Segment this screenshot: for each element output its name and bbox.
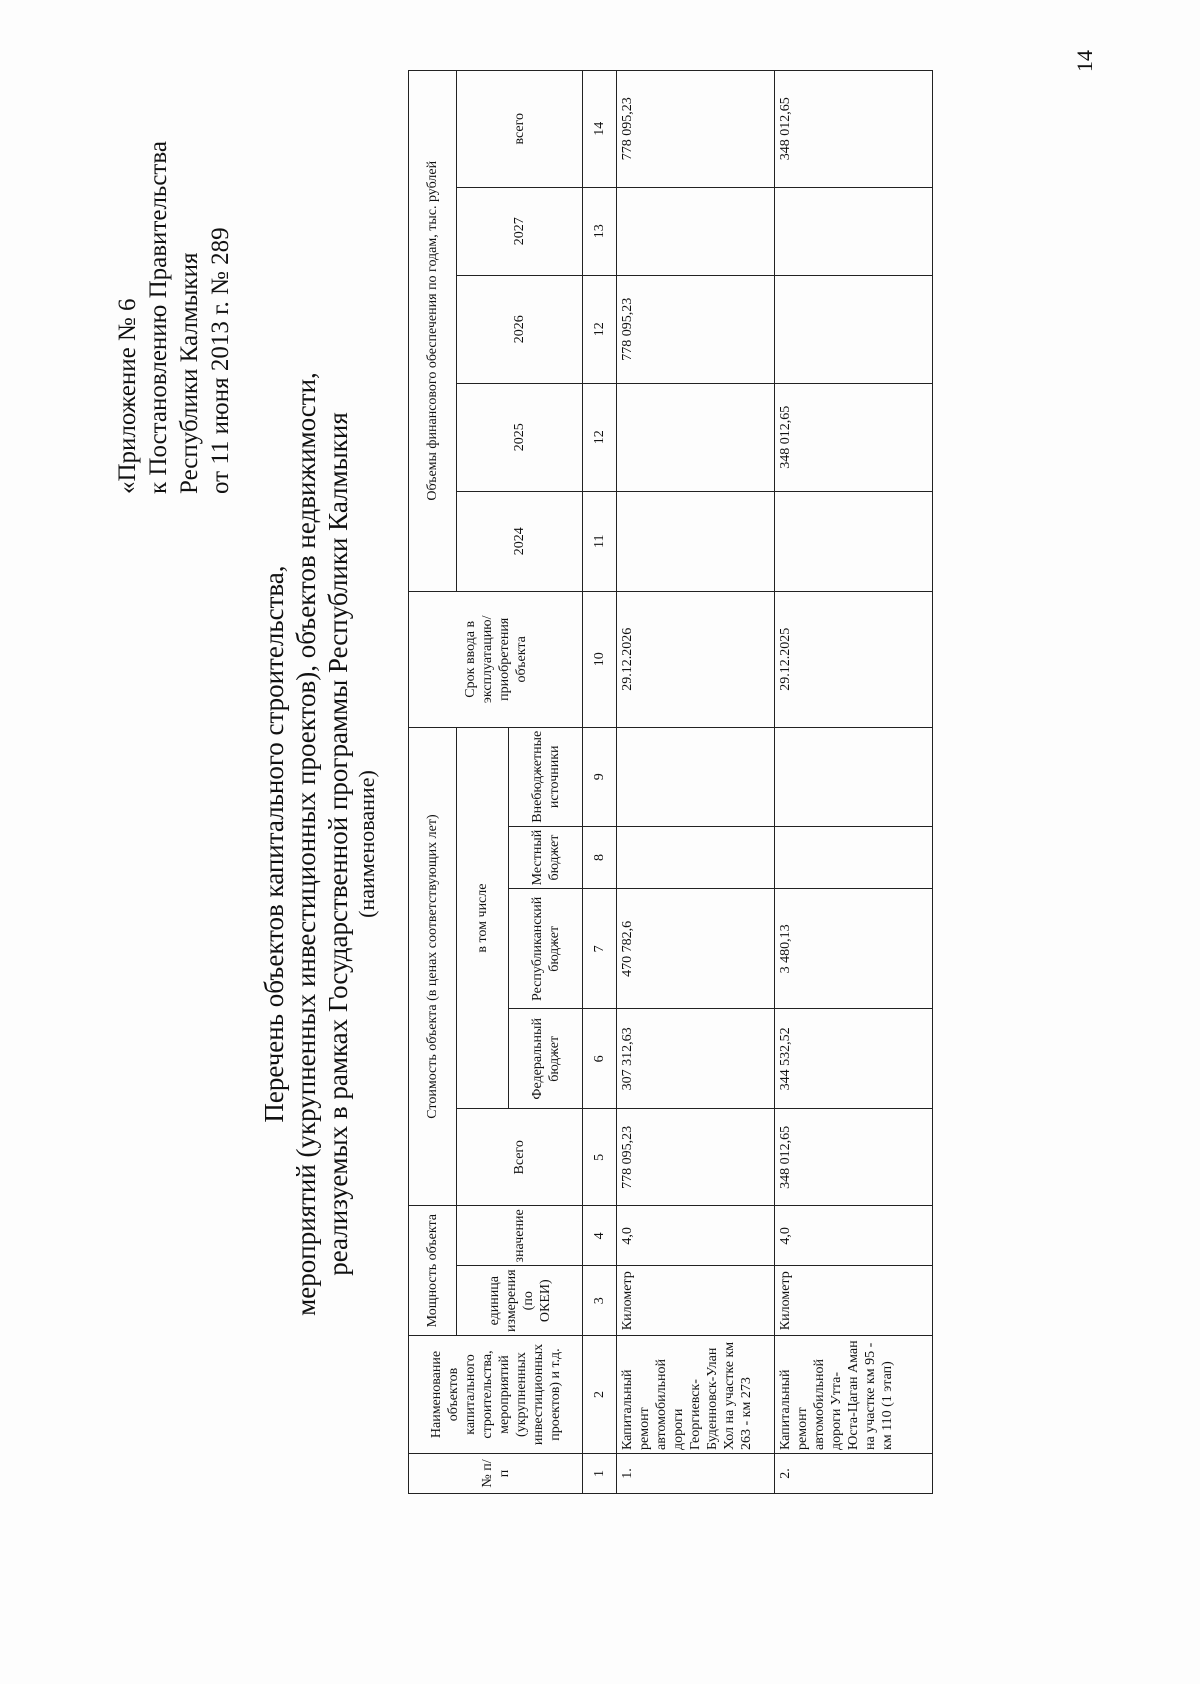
col-number: 10 [583,591,617,727]
row-local [775,826,933,889]
col-number: 5 [583,1109,617,1206]
header-cost: Стоимость объекта (в ценах соответствующих лет) [409,727,457,1206]
row-2027 [617,187,775,275]
row-num: 2. [775,1454,933,1494]
row-2027 [775,187,933,275]
row-2025: 348 012,65 [775,383,933,491]
row-term: 29.12.2026 [617,591,775,727]
row-2026: 778 095,23 [617,275,775,383]
header-2026: 2026 [457,275,583,383]
col-number: 2 [583,1336,617,1454]
col-number: 8 [583,826,617,889]
header-value: значение [457,1206,583,1266]
header-capacity: Мощность объекта [409,1206,457,1336]
col-number: 7 [583,889,617,1009]
appendix-header [112,141,236,494]
row-all: 778 095,23 [617,70,775,187]
row-2025 [617,383,775,491]
header-unit: единица измерения (по ОКЕИ) [457,1266,583,1336]
header-term: Срок ввода в эксплуатацию/приобретения объекта [409,591,583,727]
row-federal: 307 312,63 [617,1009,775,1109]
table-row [617,70,775,1493]
row-offbudget [617,727,775,826]
col-number: 3 [583,1266,617,1336]
table-row [775,70,933,1493]
row-2024 [617,491,775,591]
appendix-line: к Постановлению Правительства [145,141,172,494]
row-value: 4,0 [775,1206,933,1266]
col-number: 9 [583,727,617,826]
row-unit: Километр [617,1266,775,1336]
document-title [258,144,380,1544]
row-name: Капитальный ремонт автомобильной дороги Утта-Юста-Цаган Аман на участке км 95 - км 110 (1 этап) [775,1336,933,1454]
row-name: Капитальный ремонт автомобильной дороги Георгиевск-Буденновск-Улан Хол на участке км 263 - км 273 [617,1336,775,1454]
row-local [617,826,775,889]
col-number: 14 [583,70,617,187]
appendix-line: «Приложение № 6 [114,298,141,494]
header-name: Наименование объектов капитального строительства, мероприятий (укрупненных инвестиционных проектов) и т.д. [409,1336,583,1454]
row-total: 348 012,65 [775,1109,933,1206]
appendix-line: от 11 июня 2013 г. № 289 [207,227,234,494]
row-2026 [775,275,933,383]
header-local: Местный бюджет [509,826,583,889]
header-finance: Объемы финансового обеспечения по годам, тыс. рублей [409,70,457,591]
header-federal: Федеральный бюджет [509,1009,583,1109]
title-line: Перечень объектов капитального строительства, [259,565,289,1123]
row-all: 348 012,65 [775,70,933,187]
header-2025: 2025 [457,383,583,491]
header-all: всего [457,70,583,187]
col-number: 6 [583,1009,617,1109]
row-unit: Километр [775,1266,933,1336]
title-line: мероприятий (укрупненных инвестиционных проектов), объектов недвижимости, [291,372,321,1316]
objects-table [408,70,933,1494]
col-number: 12 [583,383,617,491]
header-num: № п/п [409,1454,583,1494]
row-republic: 470 782,6 [617,889,775,1009]
appendix-line: Республики Калмыкия [176,252,203,494]
row-num: 1. [617,1454,775,1494]
page-number: 14 [1072,50,1097,72]
row-offbudget [775,727,933,826]
row-total: 778 095,23 [617,1109,775,1206]
col-number: 13 [583,187,617,275]
header-total: Всего [457,1109,583,1206]
title-subline: (наименование) [354,770,379,918]
header-republic: Республиканский бюджет [509,889,583,1009]
col-number: 4 [583,1206,617,1266]
header-including: в том числе [457,727,509,1109]
row-value: 4,0 [617,1206,775,1266]
col-number: 12 [583,275,617,383]
header-offbudget: Внебюджетные источники [509,727,583,826]
col-number: 11 [583,491,617,591]
row-federal: 344 532,52 [775,1009,933,1109]
title-line: реализуемых в рамках Государственной программы Республики Калмыкия [323,412,353,1276]
row-republic: 3 480,13 [775,889,933,1009]
row-2024 [775,491,933,591]
header-2024: 2024 [457,491,583,591]
row-term: 29.12.2025 [775,591,933,727]
header-2027: 2027 [457,187,583,275]
col-number: 1 [583,1454,617,1494]
